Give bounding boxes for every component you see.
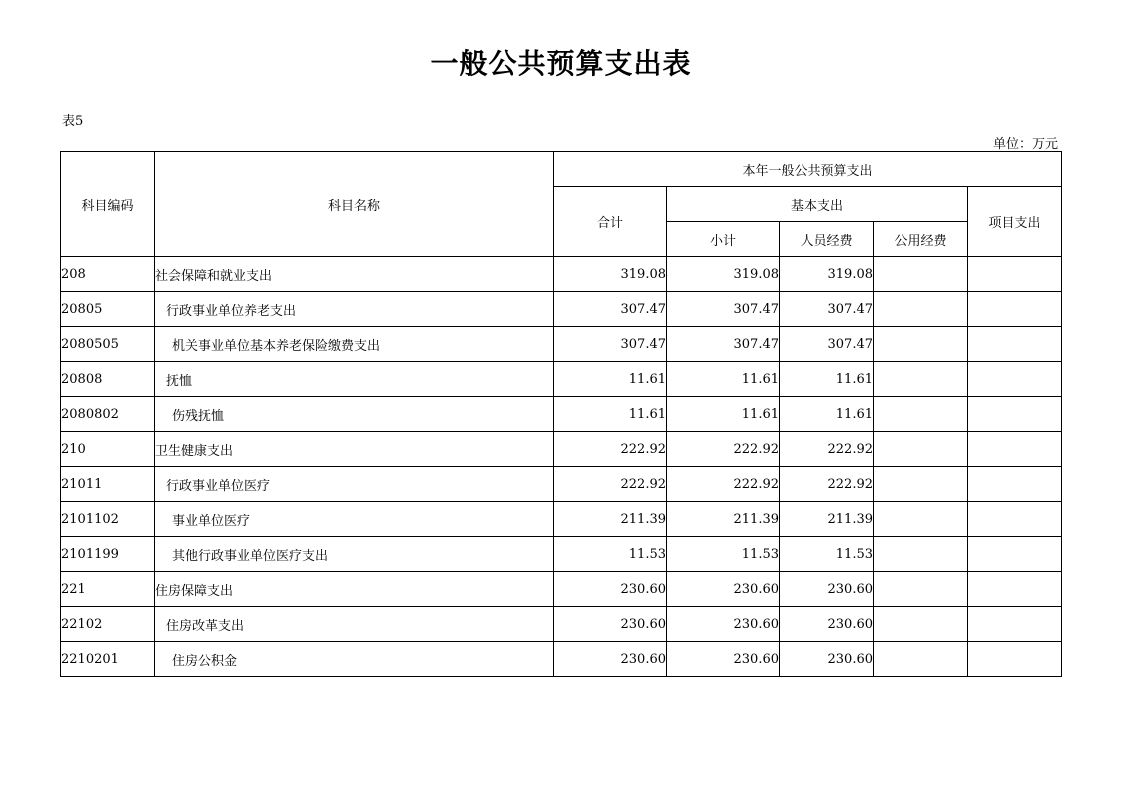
cell-code: 22102 [61, 607, 155, 642]
table-row [61, 467, 1062, 502]
cell-code: 2101199 [61, 537, 155, 572]
cell-total: 11.61 [554, 362, 667, 397]
table-row [61, 292, 1062, 327]
table-number: 表5 [62, 114, 84, 129]
cell-subtotal: 222.92 [667, 432, 780, 467]
cell-project [968, 362, 1062, 397]
cell-name: 住房保障支出 [155, 572, 554, 607]
cell-total: 222.92 [554, 467, 667, 502]
cell-project [968, 642, 1062, 677]
cell-name: 机关事业单位基本养老保险缴费支出 [155, 327, 554, 362]
table-row [61, 537, 1062, 572]
page-title: 一般公共预算支出表 [430, 47, 692, 80]
cell-code: 208 [61, 257, 155, 292]
cell-total: 230.60 [554, 642, 667, 677]
cell-total: 11.61 [554, 397, 667, 432]
cell-name: 行政事业单位养老支出 [155, 292, 554, 327]
cell-subtotal: 319.08 [667, 257, 780, 292]
cell-public [874, 502, 968, 537]
cell-project [968, 502, 1062, 537]
cell-public [874, 642, 968, 677]
table-header [61, 152, 1062, 257]
cell-personnel: 230.60 [780, 607, 874, 642]
table-body [61, 257, 1062, 677]
table-row [61, 642, 1062, 677]
cell-subtotal: 11.61 [667, 397, 780, 432]
cell-project [968, 257, 1062, 292]
table-row [61, 397, 1062, 432]
unit-label: 单位：万元 [992, 137, 1058, 152]
cell-project [968, 607, 1062, 642]
cell-subtotal: 230.60 [667, 572, 780, 607]
cell-public [874, 432, 968, 467]
table-row [61, 572, 1062, 607]
cell-subtotal: 230.60 [667, 642, 780, 677]
cell-subtotal: 11.61 [667, 362, 780, 397]
cell-total: 307.47 [554, 327, 667, 362]
header-total: 合计 [554, 187, 667, 257]
cell-subtotal: 307.47 [667, 327, 780, 362]
cell-name: 社会保障和就业支出 [155, 257, 554, 292]
cell-project [968, 467, 1062, 502]
table-row [61, 257, 1062, 292]
cell-code: 2101102 [61, 502, 155, 537]
table-row [61, 502, 1062, 537]
header-name: 科目名称 [155, 152, 554, 257]
cell-public [874, 257, 968, 292]
cell-personnel: 11.61 [780, 397, 874, 432]
header-project: 项目支出 [968, 187, 1062, 257]
cell-code: 210 [61, 432, 155, 467]
header-public: 公用经费 [874, 222, 968, 257]
header-basic: 基本支出 [667, 187, 968, 222]
cell-public [874, 607, 968, 642]
table-row [61, 607, 1062, 642]
cell-code: 2080802 [61, 397, 155, 432]
cell-name: 卫生健康支出 [155, 432, 554, 467]
cell-subtotal: 11.53 [667, 537, 780, 572]
cell-name: 行政事业单位医疗 [155, 467, 554, 502]
cell-project [968, 432, 1062, 467]
header-group: 本年一般公共预算支出 [554, 152, 1062, 187]
table-row [61, 362, 1062, 397]
cell-total: 211.39 [554, 502, 667, 537]
cell-personnel: 11.61 [780, 362, 874, 397]
cell-public [874, 362, 968, 397]
cell-subtotal: 222.92 [667, 467, 780, 502]
cell-total: 11.53 [554, 537, 667, 572]
cell-personnel: 307.47 [780, 292, 874, 327]
budget-table [60, 151, 1062, 677]
cell-name: 伤残抚恤 [155, 397, 554, 432]
cell-personnel: 230.60 [780, 642, 874, 677]
cell-code: 2080505 [61, 327, 155, 362]
cell-personnel: 222.92 [780, 432, 874, 467]
cell-public [874, 397, 968, 432]
cell-subtotal: 211.39 [667, 502, 780, 537]
cell-subtotal: 230.60 [667, 607, 780, 642]
header-personnel: 人员经费 [780, 222, 874, 257]
cell-code: 221 [61, 572, 155, 607]
cell-public [874, 467, 968, 502]
cell-total: 319.08 [554, 257, 667, 292]
cell-project [968, 572, 1062, 607]
cell-personnel: 230.60 [780, 572, 874, 607]
cell-public [874, 292, 968, 327]
header-subtotal: 小计 [667, 222, 780, 257]
cell-personnel: 319.08 [780, 257, 874, 292]
cell-name: 其他行政事业单位医疗支出 [155, 537, 554, 572]
cell-personnel: 211.39 [780, 502, 874, 537]
cell-project [968, 397, 1062, 432]
header-code: 科目编码 [61, 152, 155, 257]
cell-project [968, 292, 1062, 327]
cell-public [874, 537, 968, 572]
cell-public [874, 572, 968, 607]
cell-code: 20805 [61, 292, 155, 327]
cell-personnel: 11.53 [780, 537, 874, 572]
cell-name: 住房改革支出 [155, 607, 554, 642]
cell-total: 307.47 [554, 292, 667, 327]
cell-name: 住房公积金 [155, 642, 554, 677]
cell-project [968, 537, 1062, 572]
cell-project [968, 327, 1062, 362]
cell-personnel: 222.92 [780, 467, 874, 502]
cell-public [874, 327, 968, 362]
cell-name: 事业单位医疗 [155, 502, 554, 537]
cell-code: 2210201 [61, 642, 155, 677]
cell-code: 21011 [61, 467, 155, 502]
cell-total: 230.60 [554, 572, 667, 607]
table-row [61, 432, 1062, 467]
cell-name: 抚恤 [155, 362, 554, 397]
table-row [61, 327, 1062, 362]
cell-total: 230.60 [554, 607, 667, 642]
cell-total: 222.92 [554, 432, 667, 467]
cell-subtotal: 307.47 [667, 292, 780, 327]
cell-personnel: 307.47 [780, 327, 874, 362]
cell-code: 20808 [61, 362, 155, 397]
